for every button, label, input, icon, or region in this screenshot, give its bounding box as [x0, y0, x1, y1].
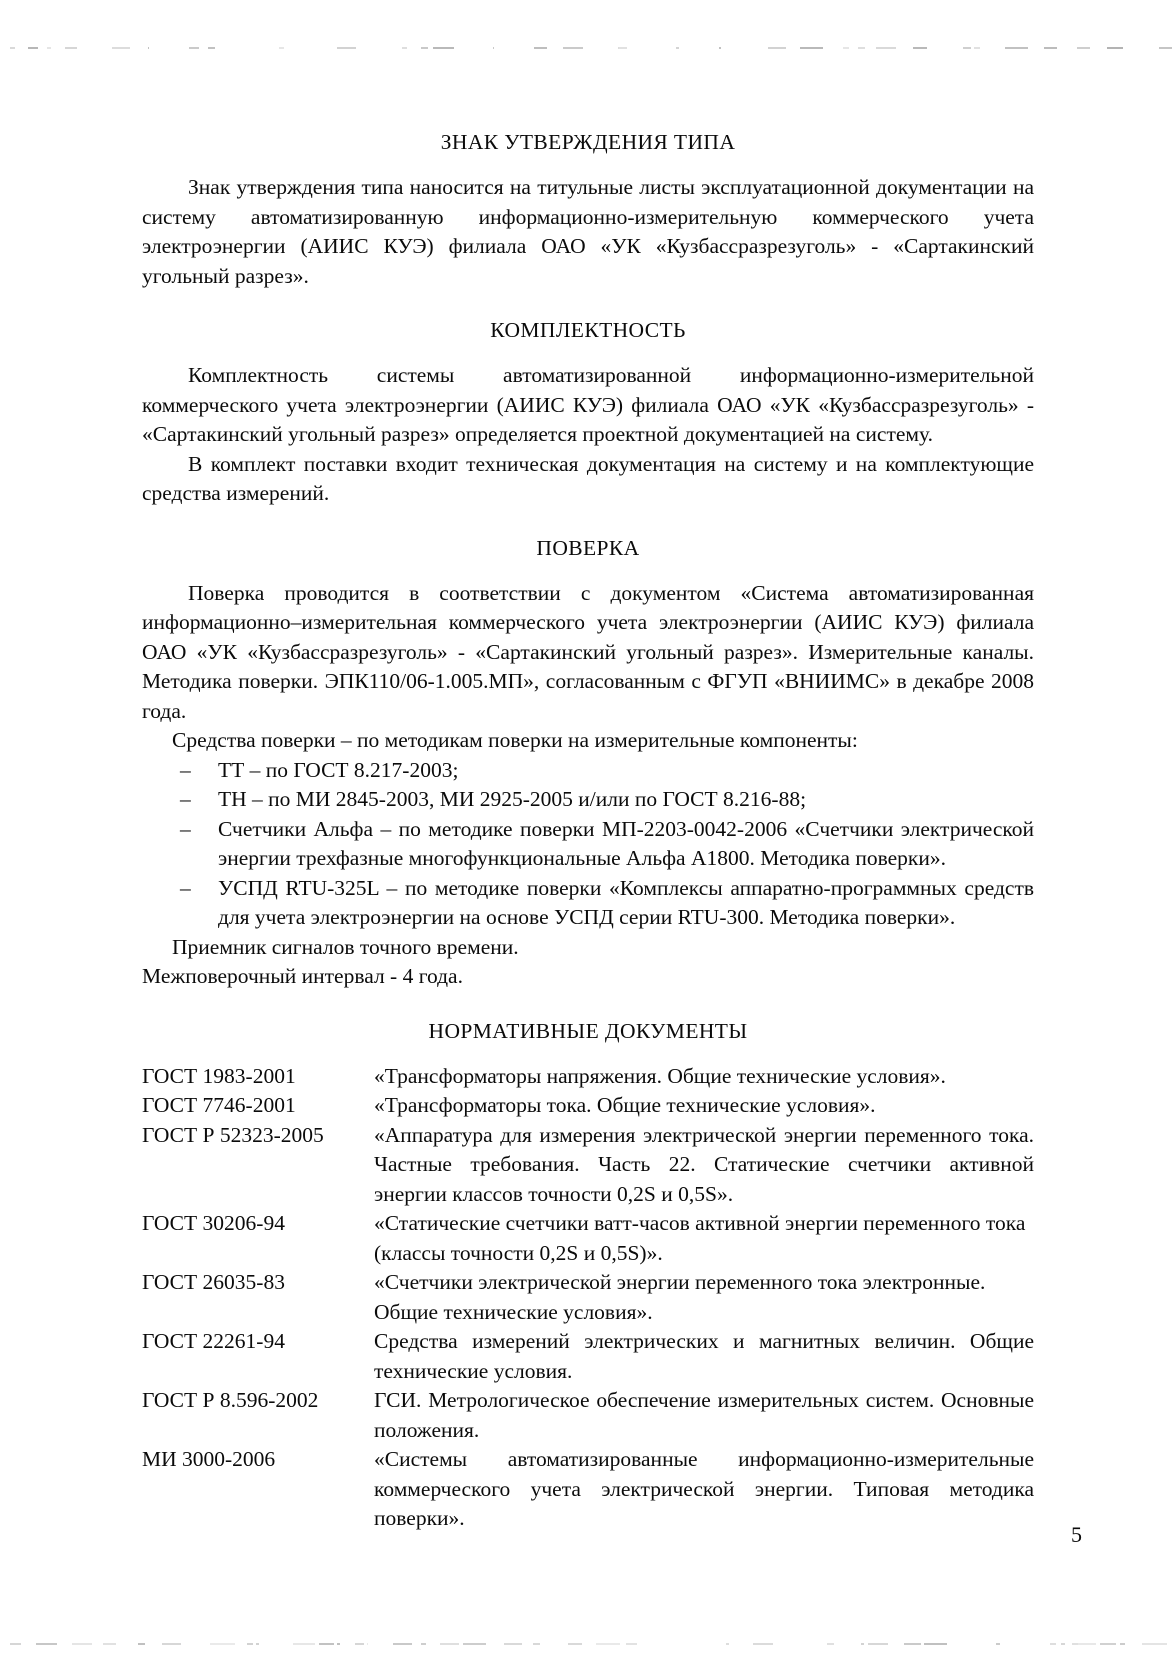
list-item-label: ТН – по МИ 2845-2003, МИ 2925-2005 и/или по ГОСТ 8.216-88;	[218, 787, 807, 811]
table-row	[142, 1327, 1034, 1386]
section-heading-poverka: ПОВЕРКА	[536, 535, 640, 560]
dash-marker: –	[180, 875, 191, 900]
document-code: ГОСТ 1983-2001	[142, 1063, 296, 1088]
spacer	[142, 992, 1034, 1019]
section-poverka	[142, 536, 1034, 992]
page-number: 5	[1071, 1522, 1082, 1547]
spacer	[142, 509, 1034, 536]
list-item	[142, 815, 1034, 874]
list-item-label: Счетчики Альфа – по методике поверки МП-2203-0042-2006 «Счетчики электрической энергии трехфазные многофункциональные Альфа А1800. Методика поверки».	[218, 816, 1034, 870]
dash-marker: –	[180, 787, 191, 811]
spacer	[142, 291, 1034, 318]
document-code: ГОСТ 22261-94	[142, 1329, 285, 1353]
document-code: ГОСТ Р 52323-2005	[142, 1122, 324, 1147]
poverka-means-list	[142, 756, 1034, 933]
document-title: «Системы автоматизированные информационно-измерительные коммерческого учета электрической энергии. Типовая методика поверки».	[374, 1447, 1034, 1530]
section-komplektnost	[142, 318, 1034, 509]
paragraph-znak-1: Знак утверждения типа наносится на титульные листы эксплуатационной документации на систему автоматизированную информационно-измерительную коммерческого учета электроэнергии (АИИС КУЭ) филиала ОАО «УК «Кузбассразрезуголь» - «Сартакинский угольный разрез».	[142, 175, 1034, 288]
list-item	[142, 874, 1034, 933]
document-title: «Аппаратура для измерения электрической энергии переменного тока. Частные требования. Часть 22. Статические счетчики активной энергии классов точности 0,2S и 0,5S».	[374, 1122, 1034, 1206]
document-title: «Счетчики электрической энергии переменного тока электронные. Общие технические условия».	[374, 1270, 986, 1324]
table-row	[142, 1062, 1034, 1092]
spacer	[142, 561, 1034, 579]
poverka-tail-line-2: Межповерочный интервал - 4 года.	[142, 964, 463, 988]
table-row	[142, 1268, 1034, 1327]
spacer	[142, 343, 1034, 361]
list-item-label: УСПД RTU-325L – по методике поверки «Комплексы аппаратно-программных средств для учета электроэнергии на основе УСПД серии RTU-300. Методика поверки».	[218, 875, 1034, 929]
document-code: ГОСТ Р 8.596-2002	[142, 1388, 319, 1412]
document-title: ГСИ. Метрологическое обеспечение измерительных систем. Основные положения.	[374, 1388, 1034, 1442]
section-heading-komplektnost: КОМПЛЕКТНОСТЬ	[490, 318, 686, 342]
list-item-label: ТТ – по ГОСТ 8.217-2003;	[218, 757, 459, 782]
document-title: «Трансформаторы тока. Общие технические условия».	[374, 1093, 876, 1117]
dash-marker: –	[180, 757, 191, 782]
paragraph-komplektnost-2: В комплект поставки входит техническая документация на систему и на комплектующие средства измерений.	[142, 451, 1034, 505]
table-row	[142, 1445, 1034, 1534]
section-heading-znak: ЗНАК УТВЕРЖДЕНИЯ ТИПА	[440, 130, 736, 154]
document-code: ГОСТ 30206-94	[142, 1211, 285, 1235]
document-code: ГОСТ 7746-2001	[142, 1093, 296, 1117]
document-code: МИ 3000-2006	[142, 1447, 276, 1471]
list-item	[142, 785, 1034, 815]
spacer	[142, 155, 1034, 173]
table-row	[142, 1091, 1034, 1121]
scan-artifact-bottom	[0, 1643, 1172, 1646]
document-title: «Статические счетчики ватт-часов активной энергии переменного тока (классы точности 0,2S и 0,5S)».	[374, 1211, 1026, 1265]
table-row	[142, 1209, 1034, 1268]
normative-documents-table	[142, 1062, 1034, 1534]
section-znak-utverzhdeniya-tipa	[142, 130, 1034, 291]
scan-artifact-top	[0, 47, 1172, 50]
section-heading-normativnye: НОРМАТИВНЫЕ ДОКУМЕНТЫ	[428, 1018, 748, 1043]
list-item	[142, 756, 1034, 786]
paragraph-poverka-1: Поверка проводится в соответствии с документом «Система автоматизированная информационно–измерительная коммерческого учета электроэнергии (АИИС КУЭ) филиала ОАО «УК «Кузбассразрезуголь» - «Сартакинский угольный разрез». Измерительные каналы. Методика поверки. ЭПК110/06-1.005.МП», согласованным с ФГУП «ВНИИМС» в декабре 2008 года.	[142, 580, 1034, 723]
document-code: ГОСТ 26035-83	[142, 1270, 285, 1294]
page-content	[142, 130, 1034, 1534]
table-row	[142, 1121, 1034, 1210]
paragraph-komplektnost-1: Комплектность системы автоматизированной информационно-измерительной коммерческого учета электроэнергии (АИИС КУЭ) филиала ОАО «УК «Кузбассразрезуголь» - «Сартакинский угольный разрез» определяется проектной документацией на систему.	[142, 363, 1034, 446]
table-row	[142, 1386, 1034, 1445]
section-normativnye-dokumenty	[142, 1019, 1034, 1534]
dash-marker: –	[180, 816, 191, 841]
poverka-list-intro: Средства поверки – по методикам поверки на измерительные компоненты:	[172, 728, 858, 752]
document-title: Средства измерений электрических и магнитных величин. Общие технические условия.	[374, 1329, 1034, 1383]
poverka-tail-line-1: Приемник сигналов точного времени.	[172, 934, 519, 959]
spacer	[142, 1044, 1034, 1062]
document-title: «Трансформаторы напряжения. Общие технические условия».	[374, 1063, 946, 1088]
